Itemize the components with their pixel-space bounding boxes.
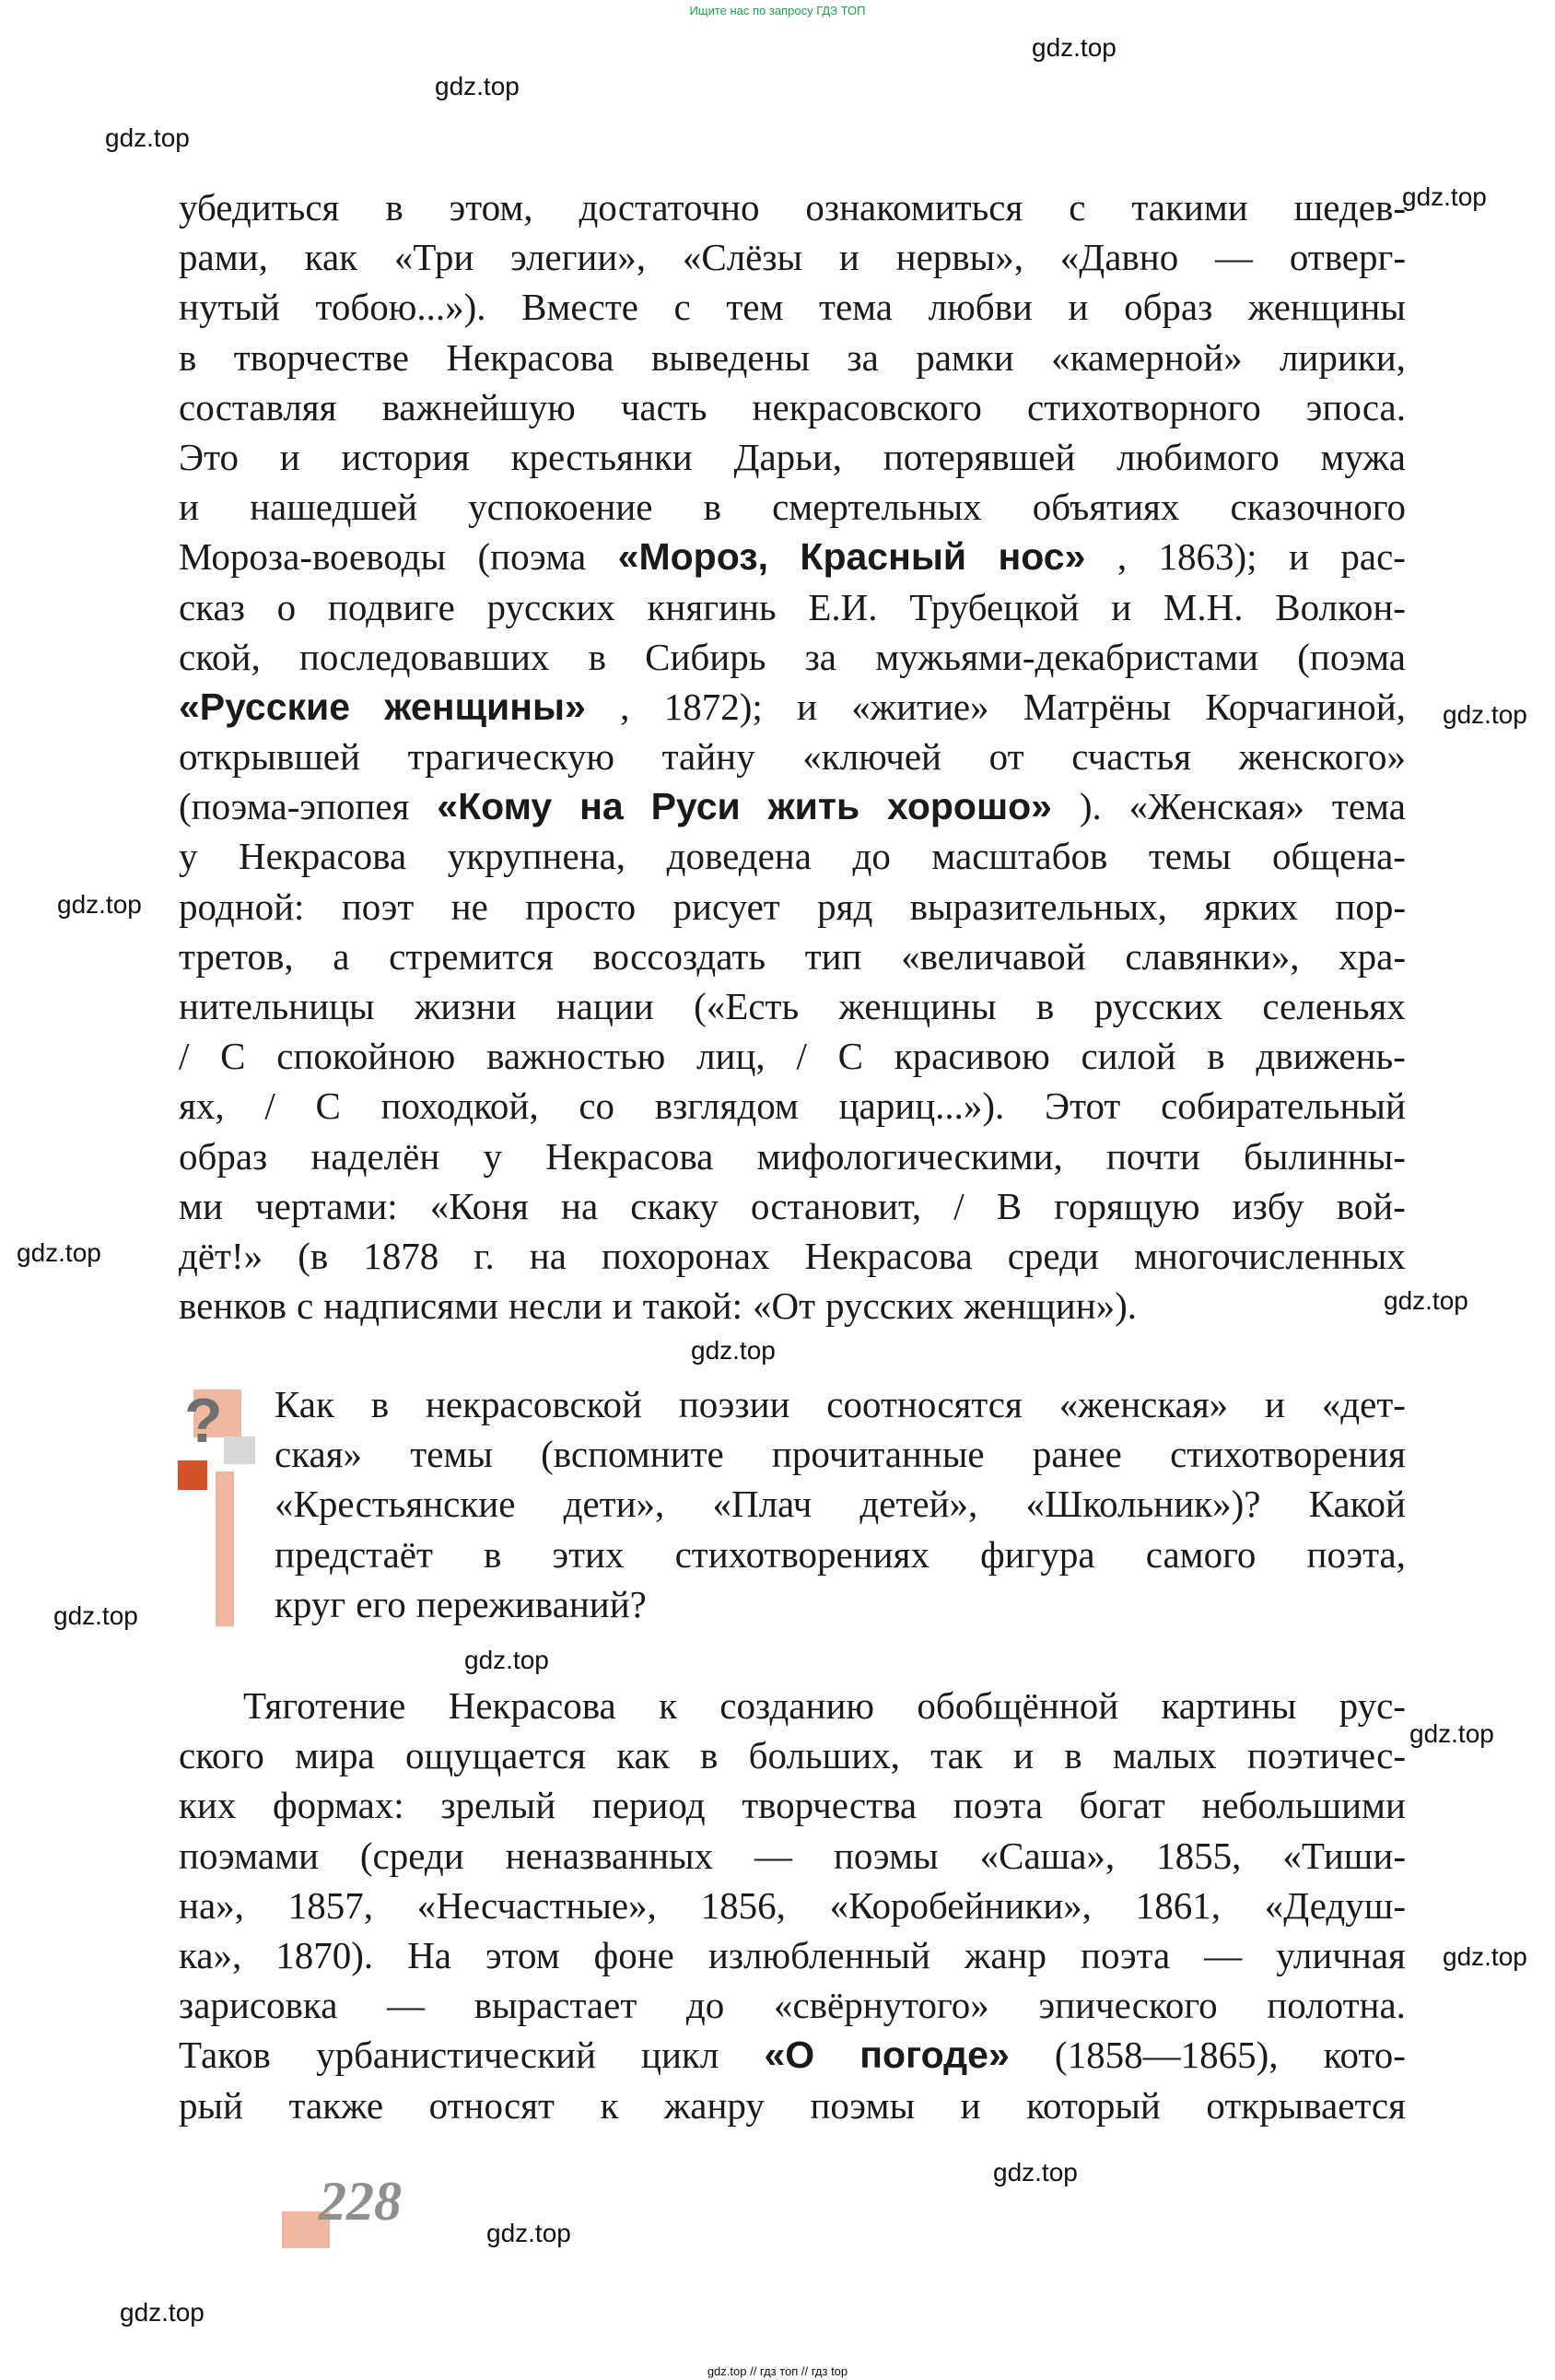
text-line: нительницы жизни нации («Есть женщины в русских селеньях [179,985,1406,1027]
question-mark-icon: ? [184,1386,223,1456]
text-line: рый также относят к жанру поэмы и который открывается [179,2083,1406,2127]
text-line: ская» темы (вспомните прочитанные ранее стихотворения [275,1433,1406,1476]
text-line: ской, последовавших в Сибирь за мужьями-декабристами (поэма [179,635,1406,678]
text-line: образ наделён у Некрасова мифологическими, почти былинны- [179,1134,1406,1178]
text-line: на», 1857, «Несчастные», 1856, «Коробейники», 1861, «Дедуш- [179,1883,1406,1927]
watermark: gdz.top [464,1646,549,1674]
text-line: ких формах: зрелый период творчества поэта богат небольшими [179,1784,1406,1827]
watermark: gdz.top [993,2158,1078,2187]
text-line: «Русские женщины» , 1872); и «житие» Матрёны Корчагиной, [179,685,1406,728]
watermark: gdz.top [1384,1286,1468,1315]
text-line: ми чертами: «Коня на скаку остановит, / В горящую избу вой- [179,1184,1406,1227]
text-line: дёт!» (в 1878 г. на похоронах Некрасова среди многочисленных [179,1234,1406,1277]
text-line: ка», 1870). На этом фоне излюбленный жанр поэта — уличная [179,1933,1406,1976]
text-line: открывшей трагическую тайну «ключей от счастья женского» [179,735,1406,779]
top-note: Ищите нас по запросу ГДЗ ТОП [689,4,866,18]
watermark: gdz.top [1443,1942,1527,1971]
watermark: gdz.top [1409,1719,1494,1748]
text-line: Мороза-воеводы (поэма «Мороз, Красный нос» , 1863); и рас- [179,535,1406,579]
text-line: в творчестве Некрасова выведены за рамки «камерной» лирики, [179,335,1406,379]
text-line: / С спокойною важностью лиц, / С красивою силой в движень- [179,1035,1406,1078]
text-line: родной: поэт не просто рисует ряд выразительных, ярких пор- [179,885,1406,928]
text-line: поэмами (среди неназванных — поэмы «Саша», 1855, «Тиши- [179,1834,1406,1877]
text-line: «Крестьянские дети», «Плач детей», «Школьник»)? Какой [275,1483,1406,1526]
question-icon-tile [224,1436,255,1464]
text-line: составляя важнейшую часть некрасовского стихотворного эпоса. [179,385,1406,428]
text-line: убедиться в этом, достаточно ознакомиться с такими шедев- [179,186,1406,229]
text-line: Как в некрасовской поэзии соотносятся «женская» и «дет- [275,1383,1406,1425]
page-number: 228 [319,2171,402,2232]
text-line: рами, как «Три элегии», «Слёзы и нервы», «Давно — отверг- [179,236,1406,279]
watermark: gdz.top [120,2298,205,2327]
watermark: gdz.top [57,890,142,919]
text-line: круг его переживаний? [275,1582,647,1625]
text-line: ях, / С походкой, со взглядом цариц...»). Этот собирательный [179,1084,1406,1128]
text-line: третов, а стремится воссоздать тип «величавой славянки», хра- [179,934,1406,978]
watermark: gdz.top [1032,33,1117,62]
text-line: Тяготение Некрасова к созданию обобщённой картины рус- [243,1684,1406,1727]
watermark: gdz.top [486,2219,571,2247]
text-line: Таков урбанистический цикл «О погоде» (1858—1865), кото- [179,2034,1406,2077]
text-line: у Некрасова укрупнена, доведена до масштабов темы общена- [179,835,1406,878]
watermark: gdz.top [53,1601,138,1630]
watermark: gdz.top [105,123,190,152]
watermark: gdz.top [691,1336,776,1365]
watermark: gdz.top [17,1238,101,1267]
text-line: зарисовка — вырастает до «свёрнутого» эпического полотна. [179,1984,1406,2027]
watermark: gdz.top [1402,182,1487,211]
text-line: Это и история крестьянки Дарьи, потерявшей любимого мужа [179,435,1406,478]
paragraph-1 [179,182,1406,1331]
text-line: (поэма-эпопея «Кому на Руси жить хорошо» ). «Женская» тема [179,785,1406,828]
bottom-note: gdz.top // гдз топ // гдз top [707,2364,848,2378]
text-line: предстаёт в этих стихотворениях фигура самого поэта, [275,1532,1406,1576]
text-line: венков с надписями несли и такой: «От русских женщин»). [179,1284,1138,1328]
paragraph-2 [179,1681,1406,2130]
watermark: gdz.top [435,72,520,100]
watermark: gdz.top [1443,700,1527,729]
question-icon-tile [178,1460,207,1490]
text-line: сказ о подвиге русских княгинь Е.И. Трубецкой и М.Н. Волкон- [179,585,1406,628]
question-block [275,1379,1406,1629]
text-line: нутый тобою...»). Вместе с тем тема любви и образ женщины [179,286,1406,329]
question-icon-bar [216,1471,234,1626]
text-line: ского мира ощущается как в больших, так и в малых поэтичес- [179,1734,1406,1777]
text-line: и нашедшей успокоение в смертельных объятиях сказочного [179,486,1406,529]
